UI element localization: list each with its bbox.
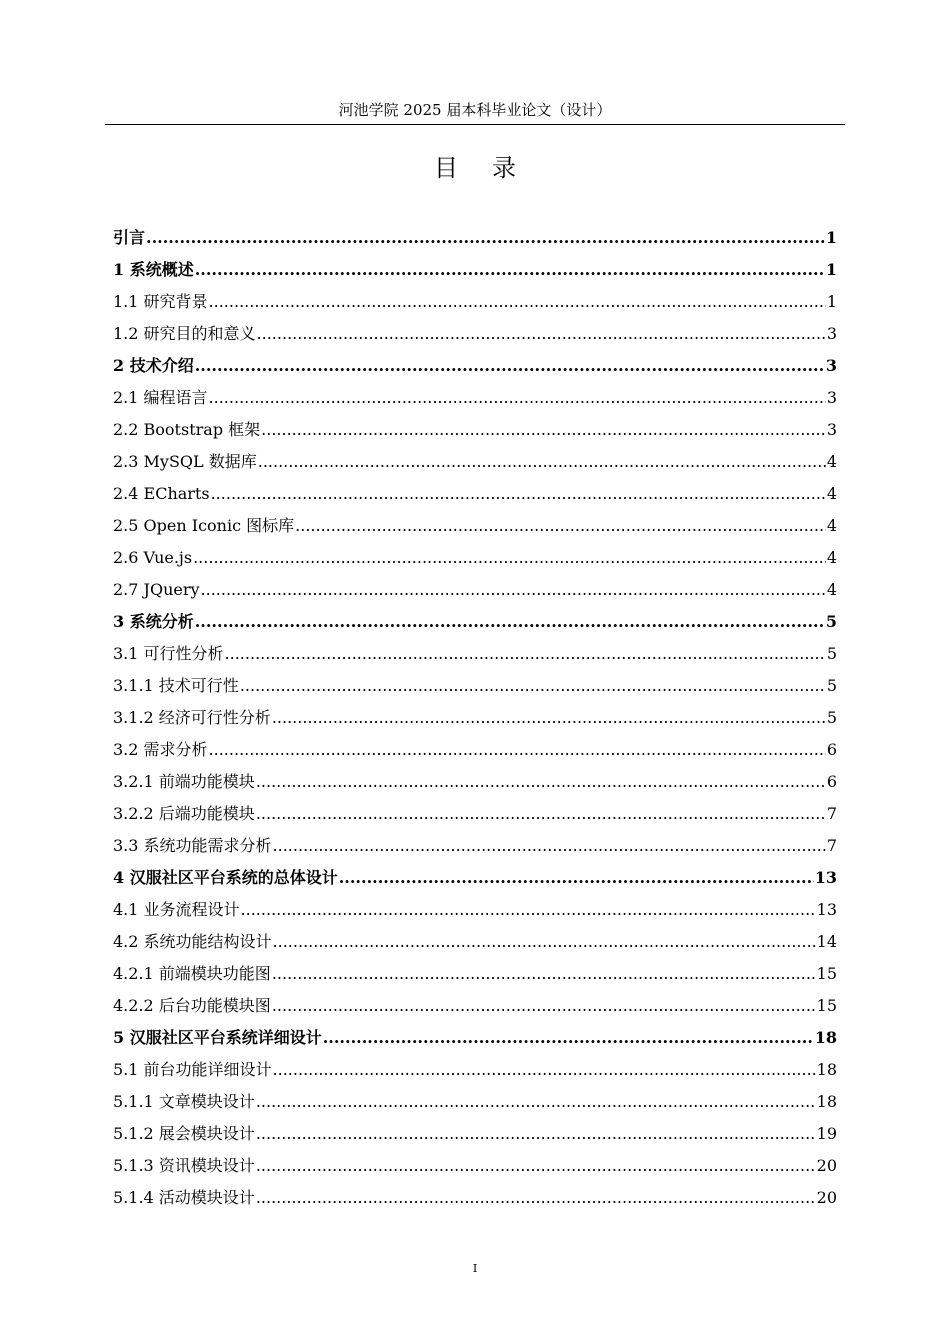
toc-entry[interactable] — [113, 606, 837, 638]
toc-entry-page: 15 — [816, 996, 837, 1015]
toc-entry-label: 1 系统概述 — [113, 260, 194, 279]
toc-entry[interactable] — [113, 862, 837, 894]
toc-entry[interactable] — [113, 1182, 837, 1214]
toc-entry[interactable] — [113, 702, 837, 734]
toc-leader-dots — [256, 1188, 816, 1208]
toc-entry-page: 4 — [826, 452, 837, 471]
toc-entry-label: 2.2 Bootstrap 框架 — [113, 420, 261, 439]
toc-entry[interactable] — [113, 958, 837, 990]
toc-entry-label: 3.2 需求分析 — [113, 740, 208, 759]
toc-entry-label: 2 技术介绍 — [113, 356, 194, 375]
toc-entry[interactable] — [113, 830, 837, 862]
toc-entry[interactable] — [113, 382, 837, 414]
table-of-contents — [113, 222, 837, 1214]
toc-entry-label: 2.3 MySQL 数据库 — [113, 452, 257, 471]
toc-entry[interactable] — [113, 1022, 837, 1054]
toc-entry-label: 3.1.2 经济可行性分析 — [113, 708, 271, 727]
toc-entry-page: 1 — [825, 228, 837, 247]
toc-entry-page: 5 — [826, 708, 837, 727]
toc-entry-label: 3.2.2 后端功能模块 — [113, 804, 255, 823]
toc-entry-label: 5 汉服社区平台系统详细设计 — [113, 1028, 322, 1047]
toc-entry[interactable] — [113, 990, 837, 1022]
toc-leader-dots — [295, 516, 826, 536]
toc-leader-dots — [273, 1060, 816, 1080]
toc-entry-label: 2.4 ECharts — [113, 484, 210, 503]
toc-leader-dots — [256, 772, 826, 792]
toc-entry-page: 3 — [826, 388, 837, 407]
toc-title-char-2: 录 — [492, 154, 516, 182]
toc-entry-label: 1.1 研究背景 — [113, 292, 208, 311]
toc-leader-dots — [241, 900, 816, 920]
toc-title — [0, 150, 950, 186]
toc-leader-dots — [273, 836, 826, 856]
header-rule — [105, 124, 845, 125]
toc-entry[interactable] — [113, 446, 837, 478]
toc-entry[interactable] — [113, 542, 837, 574]
toc-leader-dots — [195, 612, 825, 632]
toc-entry-label: 3 系统分析 — [113, 612, 194, 631]
toc-leader-dots — [272, 996, 816, 1016]
toc-entry-page: 4 — [826, 516, 837, 535]
toc-entry-page: 15 — [816, 964, 837, 983]
toc-entry[interactable] — [113, 478, 837, 510]
toc-leader-dots — [146, 228, 825, 248]
toc-leader-dots — [256, 1092, 816, 1112]
toc-entry[interactable] — [113, 926, 837, 958]
toc-leader-dots — [272, 964, 816, 984]
page-header: 河池学院 2025 届本科毕业论文（设计） — [338, 101, 612, 119]
toc-entry-label: 4.1 业务流程设计 — [113, 900, 240, 919]
toc-entry-label: 4.2.2 后台功能模块图 — [113, 996, 271, 1015]
toc-entry-page: 6 — [826, 772, 837, 791]
toc-entry-label: 3.3 系统功能需求分析 — [113, 836, 272, 855]
toc-entry-label: 3.2.1 前端功能模块 — [113, 772, 255, 791]
toc-entry-page: 7 — [826, 804, 837, 823]
toc-entry-page: 5 — [825, 612, 837, 631]
toc-entry[interactable] — [113, 1054, 837, 1086]
toc-entry[interactable] — [113, 286, 837, 318]
toc-leader-dots — [256, 1156, 816, 1176]
toc-entry-label: 4.2 系统功能结构设计 — [113, 932, 272, 951]
toc-leader-dots — [256, 1124, 816, 1144]
toc-entry-page: 4 — [826, 580, 837, 599]
toc-leader-dots — [323, 1028, 814, 1048]
toc-entry-label: 引言 — [113, 228, 146, 247]
toc-entry-label: 2.6 Vue.js — [113, 548, 193, 567]
toc-entry[interactable] — [113, 766, 837, 798]
toc-entry-label: 3.1.1 技术可行性 — [113, 676, 239, 695]
toc-entry-page: 3 — [825, 356, 837, 375]
toc-entry-page: 5 — [826, 644, 837, 663]
toc-entry[interactable] — [113, 1118, 837, 1150]
toc-entry-page: 18 — [816, 1092, 837, 1111]
toc-entry-page: 20 — [816, 1188, 837, 1207]
toc-entry[interactable] — [113, 1150, 837, 1182]
toc-title-char-1: 目 — [434, 154, 458, 182]
toc-leader-dots — [195, 356, 825, 376]
toc-entry[interactable] — [113, 894, 837, 926]
toc-leader-dots — [261, 420, 826, 440]
toc-leader-dots — [257, 324, 826, 344]
toc-entry-page: 13 — [816, 900, 837, 919]
toc-entry-label: 4.2.1 前端模块功能图 — [113, 964, 271, 983]
toc-entry[interactable] — [113, 222, 837, 254]
toc-entry[interactable] — [113, 510, 837, 542]
toc-entry-page: 7 — [826, 836, 837, 855]
toc-entry-page: 1 — [825, 260, 837, 279]
toc-leader-dots — [193, 548, 826, 568]
toc-leader-dots — [209, 740, 826, 760]
toc-entry-page: 5 — [826, 676, 837, 695]
toc-entry-label: 5.1.3 资讯模块设计 — [113, 1156, 255, 1175]
toc-leader-dots — [240, 676, 826, 696]
toc-entry-page: 6 — [826, 740, 837, 759]
toc-entry-label: 2.1 编程语言 — [113, 388, 208, 407]
toc-leader-dots — [273, 932, 816, 952]
toc-entry-label: 5.1.2 展会模块设计 — [113, 1124, 255, 1143]
toc-leader-dots — [201, 580, 826, 600]
toc-entry[interactable] — [113, 670, 837, 702]
toc-entry[interactable] — [113, 574, 837, 606]
toc-entry-page: 4 — [826, 548, 837, 567]
toc-entry[interactable] — [113, 318, 837, 350]
toc-entry[interactable] — [113, 1086, 837, 1118]
toc-entry-label: 2.5 Open Iconic 图标库 — [113, 516, 295, 535]
toc-leader-dots — [258, 452, 826, 472]
toc-entry-page: 18 — [816, 1060, 837, 1079]
toc-entry[interactable] — [113, 734, 837, 766]
toc-entry-label: 2.7 JQuery — [113, 580, 200, 599]
toc-entry-page: 20 — [816, 1156, 837, 1175]
toc-leader-dots — [256, 804, 826, 824]
toc-leader-dots — [339, 868, 814, 888]
toc-entry-label: 5.1.4 活动模块设计 — [113, 1188, 255, 1207]
toc-leader-dots — [225, 644, 826, 664]
toc-entry-label: 5.1.1 文章模块设计 — [113, 1092, 255, 1111]
toc-entry-page: 18 — [814, 1028, 837, 1047]
toc-entry-page: 3 — [826, 324, 837, 343]
toc-entry-label: 1.2 研究目的和意义 — [113, 324, 256, 343]
toc-entry-label: 3.1 可行性分析 — [113, 644, 224, 663]
toc-entry[interactable] — [113, 638, 837, 670]
toc-leader-dots — [195, 260, 825, 280]
toc-entry-page: 19 — [816, 1124, 837, 1143]
toc-entry-page: 14 — [816, 932, 837, 951]
page-number: I — [472, 1262, 478, 1275]
toc-entry-page: 1 — [826, 292, 837, 311]
toc-entry-page: 3 — [826, 420, 837, 439]
toc-entry[interactable] — [113, 414, 837, 446]
toc-leader-dots — [211, 484, 826, 504]
toc-entry[interactable] — [113, 798, 837, 830]
toc-entry[interactable] — [113, 254, 837, 286]
toc-entry-page: 4 — [826, 484, 837, 503]
toc-entry-page: 13 — [814, 868, 837, 887]
toc-leader-dots — [209, 292, 826, 312]
toc-leader-dots — [209, 388, 826, 408]
toc-leader-dots — [272, 708, 826, 728]
toc-entry-label: 4 汉服社区平台系统的总体设计 — [113, 868, 338, 887]
toc-entry-label: 5.1 前台功能详细设计 — [113, 1060, 272, 1079]
toc-entry[interactable] — [113, 350, 837, 382]
